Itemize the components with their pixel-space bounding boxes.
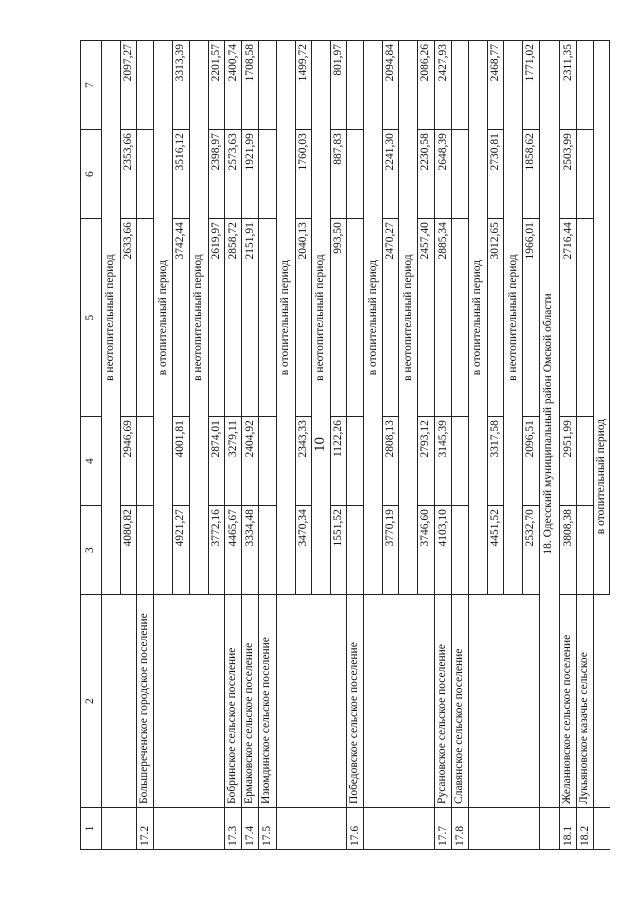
table-row bbox=[121, 41, 137, 850]
blank-cell bbox=[173, 807, 189, 849]
table-row bbox=[137, 41, 154, 850]
table-row bbox=[208, 41, 224, 850]
blank-cell bbox=[346, 219, 363, 417]
blank-cell bbox=[346, 417, 363, 506]
blank-cell bbox=[469, 595, 488, 808]
value-cell: 3313,39 bbox=[173, 41, 189, 130]
value-cell: 2097,27 bbox=[121, 41, 137, 130]
blank-cell bbox=[173, 595, 189, 808]
value-cell: 1551,52 bbox=[330, 506, 346, 595]
blank-cell bbox=[121, 807, 137, 849]
blank-cell bbox=[504, 595, 523, 808]
blank-cell bbox=[593, 807, 609, 849]
table-row bbox=[295, 41, 311, 850]
period-label: в отопительный период bbox=[154, 41, 173, 595]
blank-cell bbox=[418, 807, 434, 849]
value-cell: 4921,27 bbox=[173, 506, 189, 595]
period-label: в неотопительный период bbox=[189, 41, 208, 595]
column-number-row bbox=[81, 41, 102, 850]
tariff-table bbox=[80, 40, 610, 850]
blank-cell bbox=[330, 595, 346, 808]
table-row bbox=[418, 41, 434, 850]
value-cell: 1760,03 bbox=[295, 130, 311, 219]
value-cell: 2241,30 bbox=[383, 130, 399, 219]
blank-cell bbox=[276, 595, 295, 808]
blank-cell bbox=[383, 595, 399, 808]
value-cell: 2716,44 bbox=[559, 219, 576, 417]
blank-cell bbox=[576, 130, 593, 219]
blank-cell bbox=[451, 130, 468, 219]
period-label: в отопительный период bbox=[276, 41, 295, 595]
value-cell: 2094,84 bbox=[383, 41, 399, 130]
row-code: 18.1 bbox=[559, 807, 576, 849]
value-cell: 2885,34 bbox=[434, 219, 451, 417]
column-header-2: 2 bbox=[81, 595, 102, 808]
blank-cell bbox=[102, 807, 121, 849]
value-cell: 1122,26 bbox=[330, 417, 346, 506]
blank-cell bbox=[576, 41, 593, 130]
row-code: 17.2 bbox=[137, 807, 154, 849]
blank-cell bbox=[137, 41, 154, 130]
value-cell: 3770,19 bbox=[383, 506, 399, 595]
value-cell: 2858,72 bbox=[224, 219, 241, 417]
row-code: 17.3 bbox=[224, 807, 241, 849]
blank-cell bbox=[364, 595, 383, 808]
value-cell: 4001,81 bbox=[173, 417, 189, 506]
table-row bbox=[383, 41, 399, 850]
settlement-name: Славянское сельское поселение bbox=[451, 595, 468, 808]
period-label: в отопительный период bbox=[364, 41, 383, 595]
table-row bbox=[593, 41, 609, 850]
value-cell: 3145,39 bbox=[434, 417, 451, 506]
settlement-name: Победовское сельское поселение bbox=[346, 595, 363, 808]
column-header-7: 7 bbox=[81, 41, 102, 130]
value-cell: 2503,99 bbox=[559, 130, 576, 219]
value-cell: 2730,81 bbox=[488, 130, 504, 219]
value-cell: 2648,39 bbox=[434, 130, 451, 219]
table-row bbox=[259, 41, 276, 850]
table-row bbox=[488, 41, 504, 850]
blank-cell bbox=[259, 506, 276, 595]
value-cell: 2404,92 bbox=[242, 417, 259, 506]
blank-cell bbox=[259, 130, 276, 219]
value-cell: 2343,33 bbox=[295, 417, 311, 506]
blank-cell bbox=[208, 807, 224, 849]
table-row bbox=[576, 41, 593, 850]
value-cell: 2573,63 bbox=[224, 130, 241, 219]
blank-cell bbox=[276, 807, 295, 849]
blank-cell bbox=[576, 417, 593, 506]
blank-cell bbox=[593, 595, 609, 808]
value-cell: 1771,02 bbox=[523, 41, 539, 130]
value-cell: 3808,38 bbox=[559, 506, 576, 595]
blank-cell bbox=[504, 807, 523, 849]
value-cell: 2427,93 bbox=[434, 41, 451, 130]
value-cell: 2946,69 bbox=[121, 417, 137, 506]
table-row bbox=[189, 41, 208, 850]
value-cell: 1499,72 bbox=[295, 41, 311, 130]
table-row bbox=[451, 41, 468, 850]
period-label: в отопительный период bbox=[593, 41, 609, 595]
value-cell: 3012,65 bbox=[488, 219, 504, 417]
blank-cell bbox=[451, 219, 468, 417]
blank-cell bbox=[399, 807, 418, 849]
value-cell: 4451,52 bbox=[488, 506, 504, 595]
table-row bbox=[242, 41, 259, 850]
value-cell: 3746,60 bbox=[418, 506, 434, 595]
blank-cell bbox=[154, 807, 173, 849]
value-cell: 1858,62 bbox=[523, 130, 539, 219]
row-code: 17.6 bbox=[346, 807, 363, 849]
blank-cell bbox=[208, 595, 224, 808]
value-cell: 4465,67 bbox=[224, 506, 241, 595]
blank-cell bbox=[189, 807, 208, 849]
value-cell: 993,50 bbox=[330, 219, 346, 417]
table-row bbox=[154, 41, 173, 850]
settlement-name: Ермаковское сельское поселение bbox=[242, 595, 259, 808]
table-row bbox=[364, 41, 383, 850]
value-cell: 2086,26 bbox=[418, 41, 434, 130]
blank-cell bbox=[330, 807, 346, 849]
value-cell: 2951,99 bbox=[559, 417, 576, 506]
blank-cell bbox=[451, 506, 468, 595]
district-heading: 18. Одесский муниципальный район Омской области bbox=[539, 41, 559, 808]
blank-cell bbox=[418, 595, 434, 808]
table-row bbox=[504, 41, 523, 850]
settlement-name: Желанновское сельское поселение bbox=[559, 595, 576, 808]
row-code: 17.7 bbox=[434, 807, 451, 849]
settlement-name: Лукьяновское казачье сельское bbox=[576, 595, 593, 808]
blank-cell bbox=[311, 595, 330, 808]
column-header-3: 3 bbox=[81, 506, 102, 595]
value-cell: 2532,70 bbox=[523, 506, 539, 595]
blank-cell bbox=[451, 41, 468, 130]
value-cell: 3470,34 bbox=[295, 506, 311, 595]
value-cell: 3317,58 bbox=[488, 417, 504, 506]
table-row bbox=[434, 41, 451, 850]
page-number: 10 bbox=[311, 437, 328, 452]
blank-cell bbox=[346, 41, 363, 130]
value-cell: 2353,66 bbox=[121, 130, 137, 219]
value-cell: 1921,99 bbox=[242, 130, 259, 219]
column-header-6: 6 bbox=[81, 130, 102, 219]
table-row bbox=[330, 41, 346, 850]
row-code: 17.8 bbox=[451, 807, 468, 849]
period-label: в отопительный период bbox=[469, 41, 488, 595]
value-cell: 2793,12 bbox=[418, 417, 434, 506]
blank-cell bbox=[137, 219, 154, 417]
row-code: 17.5 bbox=[259, 807, 276, 849]
blank-cell bbox=[259, 219, 276, 417]
blank-cell bbox=[295, 807, 311, 849]
blank-cell bbox=[311, 807, 330, 849]
blank-cell bbox=[137, 417, 154, 506]
value-cell: 3516,12 bbox=[173, 130, 189, 219]
value-cell: 4103,10 bbox=[434, 506, 451, 595]
blank-cell bbox=[137, 506, 154, 595]
value-cell: 2468,77 bbox=[488, 41, 504, 130]
value-cell: 801,97 bbox=[330, 41, 346, 130]
value-cell: 3334,48 bbox=[242, 506, 259, 595]
settlement-name: Большереченское городское поселение bbox=[137, 595, 154, 808]
blank-cell bbox=[488, 595, 504, 808]
table-row bbox=[559, 41, 576, 850]
blank-cell bbox=[523, 595, 539, 808]
value-cell: 1966,01 bbox=[523, 219, 539, 417]
value-cell: 2230,58 bbox=[418, 130, 434, 219]
blank-cell bbox=[346, 506, 363, 595]
blank-cell bbox=[488, 807, 504, 849]
blank-cell bbox=[102, 595, 121, 808]
column-header-1: 1 bbox=[81, 807, 102, 849]
blank-cell bbox=[576, 506, 593, 595]
value-cell: 2398,97 bbox=[208, 130, 224, 219]
value-cell: 2151,91 bbox=[242, 219, 259, 417]
value-cell: 3279,11 bbox=[224, 417, 241, 506]
table-row bbox=[399, 41, 418, 850]
period-label: в неотопительный период bbox=[504, 41, 523, 595]
value-cell: 1708,58 bbox=[242, 41, 259, 130]
table-row bbox=[173, 41, 189, 850]
value-cell: 2096,51 bbox=[523, 417, 539, 506]
value-cell: 2040,13 bbox=[295, 219, 311, 417]
value-cell: 3742,44 bbox=[173, 219, 189, 417]
value-cell: 2619,97 bbox=[208, 219, 224, 417]
table-row bbox=[276, 41, 295, 850]
value-cell: 3772,16 bbox=[208, 506, 224, 595]
period-label: в неотопительный период bbox=[102, 41, 121, 595]
settlement-name: Бобринское сельское поселение bbox=[224, 595, 241, 808]
blank-cell bbox=[539, 807, 559, 849]
column-header-4: 4 bbox=[81, 417, 102, 506]
blank-cell bbox=[399, 595, 418, 808]
row-code: 18.2 bbox=[576, 807, 593, 849]
table-row bbox=[469, 41, 488, 850]
settlement-name: Изюмдинское сельское поселение bbox=[259, 595, 276, 808]
blank-cell bbox=[346, 130, 363, 219]
blank-cell bbox=[576, 219, 593, 417]
settlement-name: Русановское сельское поселение bbox=[434, 595, 451, 808]
value-cell: 2457,40 bbox=[418, 219, 434, 417]
blank-cell bbox=[259, 417, 276, 506]
value-cell: 4080,82 bbox=[121, 506, 137, 595]
value-cell: 2808,13 bbox=[383, 417, 399, 506]
blank-cell bbox=[383, 807, 399, 849]
value-cell: 2470,27 bbox=[383, 219, 399, 417]
blank-cell bbox=[469, 807, 488, 849]
blank-cell bbox=[523, 807, 539, 849]
value-cell: 2874,01 bbox=[208, 417, 224, 506]
value-cell: 2400,74 bbox=[224, 41, 241, 130]
table-header bbox=[81, 41, 102, 850]
blank-cell bbox=[451, 417, 468, 506]
table-row bbox=[102, 41, 121, 850]
blank-cell bbox=[137, 130, 154, 219]
blank-cell bbox=[121, 595, 137, 808]
period-label: в неотопительный период bbox=[399, 41, 418, 595]
blank-cell bbox=[259, 41, 276, 130]
blank-cell bbox=[364, 807, 383, 849]
table-row bbox=[311, 41, 330, 850]
table-row bbox=[346, 41, 363, 850]
blank-cell bbox=[295, 595, 311, 808]
table-body bbox=[102, 41, 610, 850]
blank-cell bbox=[189, 595, 208, 808]
table-row bbox=[539, 41, 559, 850]
blank-cell bbox=[154, 595, 173, 808]
table-area bbox=[80, 40, 607, 850]
period-label: в неотопительный период bbox=[311, 41, 330, 595]
table-row bbox=[523, 41, 539, 850]
value-cell: 2201,57 bbox=[208, 41, 224, 130]
value-cell: 887,83 bbox=[330, 130, 346, 219]
column-header-5: 5 bbox=[81, 219, 102, 417]
row-code: 17.4 bbox=[242, 807, 259, 849]
value-cell: 2311,35 bbox=[559, 41, 576, 130]
value-cell: 2633,66 bbox=[121, 219, 137, 417]
table-row bbox=[224, 41, 241, 850]
